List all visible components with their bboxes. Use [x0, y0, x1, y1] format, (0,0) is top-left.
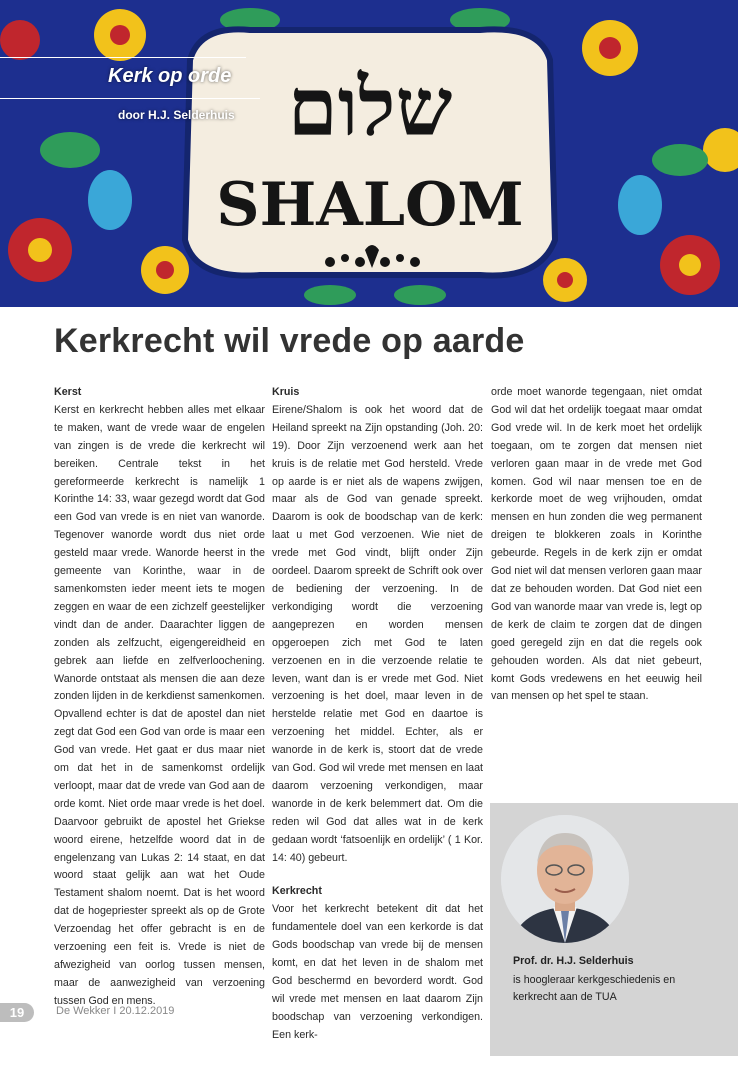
article-headline: Kerkrecht wil vrede op aarde: [54, 322, 525, 360]
section-text-kerkrecht: Voor het kerkrecht betekent dit dat het fundamentele doel van een kerkorde is dat Gods boodschap van vrede bij de mensen komt, en dat het leven in de shalom met God beschermd en bevorderd wordt. God wil vrede met mensen en laat daarom Zijn boodschap van verzoening verkondigen. Een kerk-: [272, 903, 483, 1041]
article-column-3: [491, 384, 702, 706]
article-column-1: [54, 384, 265, 1011]
section-heading-kerst: Kerst: [54, 386, 82, 398]
header-rule-bottom: [0, 98, 260, 99]
section-heading-kruis: Kruis: [272, 386, 300, 398]
series-title: Kerk op orde: [108, 65, 232, 87]
header-rule-top: [0, 57, 246, 58]
section-heading-kerkrecht: Kerkrecht: [272, 885, 322, 898]
section-text-continued: orde moet wanorde tegengaan, niet omdat God wil dat het ordelijk toegaat maar omdat God vrede wil. In de kerk moet het ordelijk toegaan, om te zorgen dat mensen niet verloren gaan maar in de vrede met God komen. God wil naar mensen toe en de kerkorde moet de weg vrijhouden, omdat mensen en hun zonden die weg permanent dreigen te blokkeren zoals in Korinthe gebeurde. Regels in de kerk zijn er omdat God niet wil dat mensen verloren gaan maar dat ze behouden worden. Dat God niet een God van wanorde maar van vrede is, legt op de kerk de claim te zorgen dat de dingen goed geregeld zijn en dat die regels ook gehouden worden. Als dat niet gebeurt, komt Gods vredewens en het eeuwig heil van mensen op het spel te staan.: [491, 386, 702, 703]
footer-publication: De Wekker I 20.12.2019: [56, 1005, 175, 1017]
section-text-kerst: Kerst en kerkrecht hebben alles met elkaar te maken, want de vrede waar de engelen van zingen is de vrede die kerkrecht wil bereiken. Centrale tekst in het gereformeerde kerkrecht is namelijk 1 Korinthe 14: 33, waar gezegd wordt dat God een God van vrede is en niet van wanorde. Tegenover wanorde wordt dus niet orde gesteld maar vrede. Wanorde heerst in the gemeente van Korinthe, waar in de samenkomsten ieder meent iets te mogen zeggen en waar de een zichzelf geestelijker vindt dan de ander. Daarachter liggen de zonden als zelfzucht, eigengereidheid en gebrek aan liefde en zelfverloochening. Wanorde ontstaat als mensen die aan deze zonden lijden in de kerkdienst samenkomen. Opvallend echter is dat de apostel dan niet zegt dat God een God van orde is maar een God van vrede. Het gaat er dus maar niet om dat het in de samenkomst ordelijk verloopt, maar dat de vrede van God aan de orde komt. Niet orde maar vrede is het doel. Daarvoor gebruikt de apostel het Griekse woord eirene, hetzelfde woord dat in de engelenzang van Lukas 2: 14 staat, en dat woord staat gelijk aan wat het Oude Testament shalom noemt. Dat is het woord dat de hogepriester spreekt als op de Grote Verzoendag het offer gebracht is en de verzoening een feit is. Vrede is niet de afwezigheid van oorlog tussen mensen, maar de aanwezigheid van verzoening tussen God en mens.: [54, 403, 265, 1007]
shalom-text: SHALOM: [216, 170, 524, 240]
article-column-2: [272, 384, 483, 1045]
author-photo: [501, 815, 629, 943]
header-image: [0, 0, 738, 307]
hebrew-shalom-text: שלום: [287, 60, 453, 154]
shalom-tile-illustration: [0, 0, 738, 307]
page-number: 19: [0, 1003, 34, 1022]
section-text-kruis: Eirene/Shalom is ook het woord dat de Heiland spreekt na Zijn opstanding (Joh. 20: 19). Door Zijn verzoenend werk aan het kruis is de relatie met God hersteld. Vrede op aarde is er niet als de wapens zwijgen, maar als de God van genade spreekt. Daarom is ook de boodschap van de kerk: laat u met God verzoenen. Wie niet de vrede met God vindt, blijft onder Zijn oordeel. Daarom spreekt de Schrift ook over de bediening der verzoening. In de verkondiging wordt die verzoening aangeprezen en worden mensen opgeroepen zich met God te laten verzoenen en in die verzoende relatie te leven, want dan is er vrede met God. Niet verzoening is het doel, maar leven in de herstelde relatie met God en daartoe is verzoening het middel. Echter, als er wanorde in de kerk is, stoort dat de vrede van God. God wil vrede met mensen en laat daarom verzoening verkondigen, maar wanorde in de kerk belemmert dat. Om die reden wil God dat alles wat in de kerk gedaan wordt ‘fatsoenlijk en ordelijk’ ( 1 Kor. 14: 40) gebeurt.: [272, 403, 483, 864]
portrait-icon: [501, 815, 629, 943]
author-line: door H.J. Selderhuis: [118, 108, 235, 122]
bio-description: is hoogleraar kerkgeschiedenis en kerkrecht aan de TUA: [513, 974, 676, 1003]
bio-name: Prof. dr. H.J. Selderhuis: [513, 955, 634, 967]
